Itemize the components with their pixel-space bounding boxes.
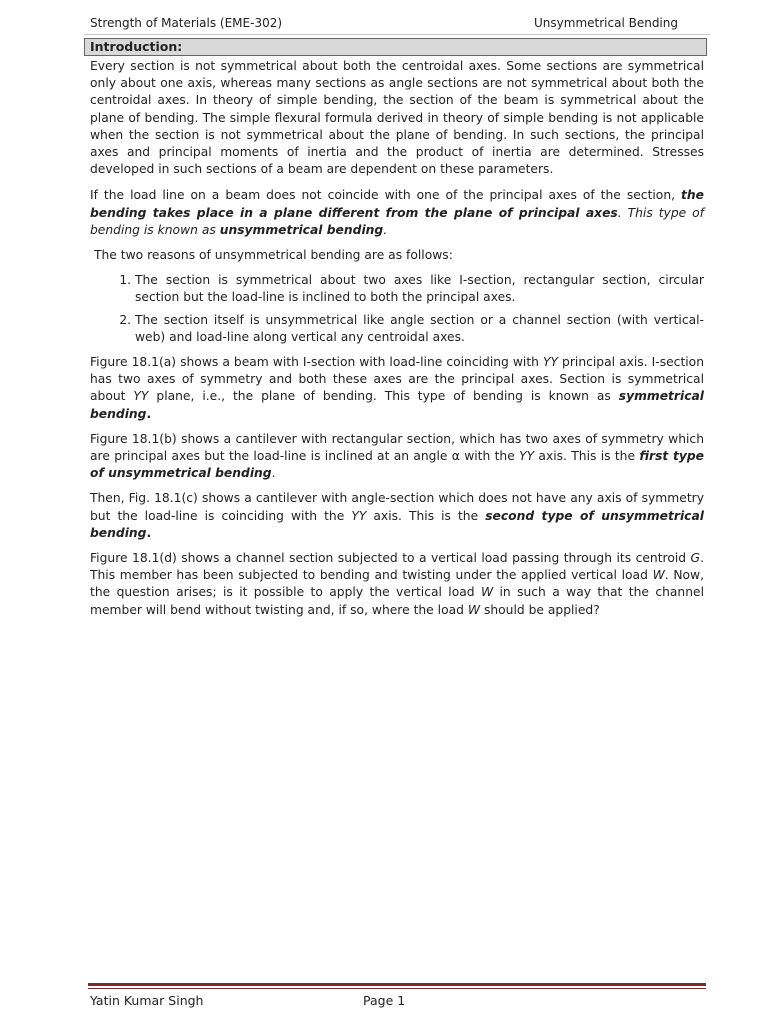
term-unsymmetrical-bending: unsymmetrical bending bbox=[219, 222, 384, 237]
reasons-list bbox=[90, 272, 704, 346]
load-line-paragraph bbox=[90, 187, 704, 239]
figure-c-paragraph bbox=[90, 490, 704, 542]
header-course-title: Strength of Materials (EME-302) bbox=[90, 16, 283, 30]
text-span: . bbox=[383, 222, 388, 237]
list-item: 1. The section is symmetrical about two axes like I-section, rectangular section, circular section but the load-line is inclined to both the principal axes. bbox=[135, 272, 704, 306]
text-span: . bbox=[271, 466, 276, 481]
term-second-type: second type of unsymmetrical bending bbox=[90, 508, 704, 540]
text-span: . bbox=[146, 525, 152, 540]
footer-divider-thin bbox=[88, 988, 706, 989]
text-span: . bbox=[146, 406, 152, 421]
footer-divider-thick bbox=[88, 983, 706, 986]
footer-page-number: Page 1 bbox=[363, 993, 406, 1008]
header-divider bbox=[84, 34, 710, 35]
text-span: axis. This is the bbox=[366, 508, 486, 523]
figure-b-paragraph bbox=[90, 431, 704, 483]
text-span: . Now, the question arises; is it possible to apply the vertical load bbox=[90, 568, 705, 600]
figure-a-paragraph bbox=[90, 354, 704, 423]
symbol-w: W bbox=[480, 585, 494, 600]
symbol-w: W bbox=[467, 602, 481, 617]
axis-label: YY bbox=[519, 449, 535, 464]
text-span: . This member has been subjected to bending and twisting under the applied vertical load bbox=[90, 551, 704, 583]
list-item: 2. The section itself is unsymmetrical like angle section or a channel section (with vertical-web) and load-line along vertical any centroidal axes. bbox=[135, 312, 704, 346]
text-span: Figure 18.1(a) shows a beam with I-section with load-line coinciding with bbox=[90, 355, 543, 370]
text-span: Figure 18.1(d) shows a channel section subjected to a vertical load passing through its centroid bbox=[90, 551, 691, 566]
symbol-w: W bbox=[652, 568, 665, 583]
text-span: axis. This is the bbox=[534, 449, 640, 464]
emphasis-span: the bending takes place in a plane different from the plane of principal axes bbox=[90, 188, 704, 220]
figure-d-paragraph bbox=[90, 550, 704, 619]
axis-label: YY bbox=[133, 389, 149, 404]
page-header bbox=[90, 16, 706, 30]
section-heading-introduction: Introduction: bbox=[84, 38, 707, 56]
intro-paragraph: Every section is not symmetrical about both the centroidal axes. Some sections are symmetrical only about one axis, whereas many sections as angle sections are not symmetrical about both the centroidal axes. In theory of simple bending, the section of the beam is symmetrical about the plane of bending. The simple flexural formula derived in theory of simple bending is not applicable when the section is not symmetrical about the plane of bending. In such sections, the principal axes and principal moments of inertia and the product of inertia are determined. Stresses developed in such sections of a beam are dependent on these parameters. bbox=[90, 59, 704, 177]
text-span: Figure 18.1(b) shows a cantilever with rectangular section, which has two axes of symmetry which are principal axes but the load-line is inclined at an angle α with the bbox=[90, 431, 704, 464]
term-symmetrical-bending: symmetrical bending bbox=[90, 389, 705, 421]
axis-label: YY bbox=[542, 355, 559, 370]
footer-author: Yatin Kumar Singh bbox=[90, 993, 204, 1008]
axis-label: YY bbox=[351, 508, 367, 523]
term-first-type: first type of unsymmetrical bending bbox=[90, 449, 704, 481]
text-span: Then, Fig. 18.1(c) shows a cantilever with angle-section which does not have any axis of symmetry but the load-line is coinciding with the bbox=[90, 491, 704, 523]
text-span: in such a way that the channel member will bend without twisting and, if so, where the load bbox=[90, 585, 704, 617]
reasons-intro: The two reasons of unsymmetrical bending are as follows: bbox=[94, 248, 453, 263]
text-span: principal axis. I-section has two axes of symmetry and both these axes are the principal axes. Section is symmetrical about bbox=[90, 355, 704, 404]
text-span: should be applied? bbox=[480, 602, 600, 617]
document-body bbox=[90, 58, 704, 627]
text-span: . This type of bending is known as bbox=[90, 205, 705, 237]
header-chapter-title: Unsymmetrical Bending bbox=[534, 16, 678, 30]
symbol-g: G bbox=[690, 551, 701, 566]
text-span: plane, i.e., the plane of bending. This type of bending is known as bbox=[148, 389, 619, 404]
text-span: If the load line on a beam does not coincide with one of the principal axes of the section, bbox=[90, 188, 682, 203]
